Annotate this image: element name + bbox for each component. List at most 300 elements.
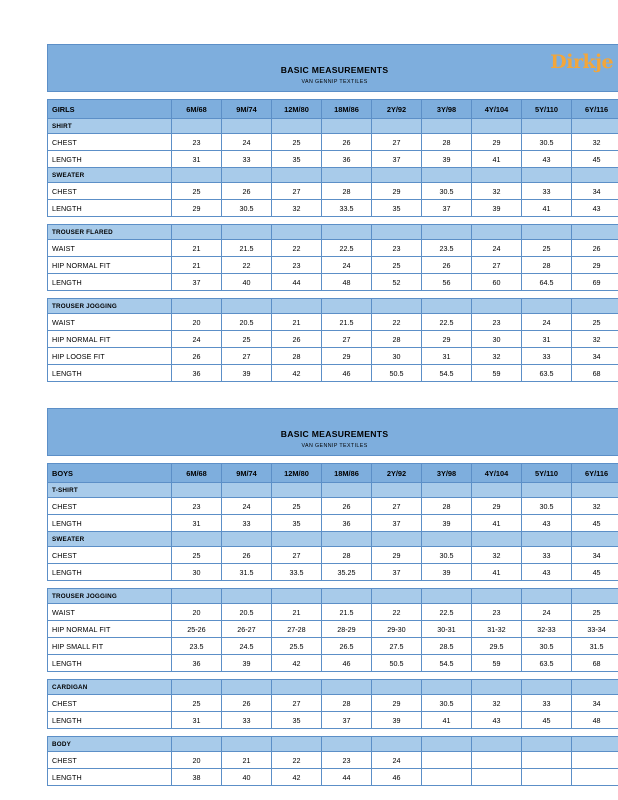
measurement-value: 41 xyxy=(472,151,522,168)
size-column-header: 2Y/92 xyxy=(372,464,422,483)
measurement-value: 26 xyxy=(172,348,222,365)
measurement-value: 33 xyxy=(222,151,272,168)
measurement-label: LENGTH xyxy=(48,769,172,786)
measurement-value: 22 xyxy=(272,240,322,257)
spacer-cell xyxy=(48,291,618,299)
group-header-cell xyxy=(372,225,422,240)
size-column-header: 18M/86 xyxy=(322,464,372,483)
measurement-label: HIP LOOSE FIT xyxy=(48,348,172,365)
group-label: TROUSER FLARED xyxy=(48,225,172,240)
group-header-cell xyxy=(572,225,618,240)
measurement-value: 30.5 xyxy=(522,498,572,515)
measurement-value: 36 xyxy=(322,515,372,532)
measurement-value: 39 xyxy=(422,515,472,532)
table-row xyxy=(48,151,618,168)
measurement-value: 54.5 xyxy=(422,365,472,382)
measurement-value: 26-27 xyxy=(222,621,272,638)
measurement-value: 31-32 xyxy=(472,621,522,638)
measurement-value: 35 xyxy=(272,151,322,168)
measurement-value: 31 xyxy=(172,515,222,532)
measurement-value: 30.5 xyxy=(422,695,472,712)
header-banner xyxy=(48,45,618,92)
group-header-cell xyxy=(222,589,272,604)
group-header-cell xyxy=(572,737,618,752)
group-header-row xyxy=(48,532,618,547)
measurement-label: CHEST xyxy=(48,183,172,200)
measurement-value: 24 xyxy=(322,257,372,274)
measurement-value: 41 xyxy=(472,564,522,581)
table-row xyxy=(48,547,618,564)
measurement-label: LENGTH xyxy=(48,200,172,217)
table-row xyxy=(48,134,618,151)
measurement-value: 23.5 xyxy=(422,240,472,257)
measurement-value: 33.5 xyxy=(322,200,372,217)
category-label: BOYS xyxy=(48,464,172,483)
measurement-value: 37 xyxy=(372,515,422,532)
spacer-cell xyxy=(48,581,618,589)
measurement-value: 26 xyxy=(222,547,272,564)
measurement-value: 25 xyxy=(272,134,322,151)
group-header-cell xyxy=(522,168,572,183)
group-header-cell xyxy=(522,532,572,547)
size-header-row xyxy=(48,100,618,119)
measurement-value: 56 xyxy=(422,274,472,291)
measurement-value: 30 xyxy=(472,331,522,348)
measurement-label: CHEST xyxy=(48,752,172,769)
table-row xyxy=(48,638,618,655)
measurement-value: 64.5 xyxy=(522,274,572,291)
measurement-value: 29 xyxy=(472,498,522,515)
spacer-row xyxy=(48,291,618,299)
table-row xyxy=(48,769,618,786)
measurement-value: 32 xyxy=(572,331,618,348)
measurement-label: CHEST xyxy=(48,134,172,151)
measurement-value: 36 xyxy=(172,365,222,382)
measurement-value: 22.5 xyxy=(322,240,372,257)
measurement-value xyxy=(422,769,472,786)
measurement-value: 50.5 xyxy=(372,655,422,672)
measurement-value: 35 xyxy=(272,712,322,729)
measurement-value: 30 xyxy=(172,564,222,581)
measurement-value: 37 xyxy=(322,712,372,729)
group-header-cell xyxy=(472,680,522,695)
measurement-value: 21 xyxy=(272,604,322,621)
group-header-cell xyxy=(322,483,372,498)
measurement-value: 26 xyxy=(572,240,618,257)
measurement-value: 44 xyxy=(272,274,322,291)
table-row xyxy=(48,604,618,621)
group-header-cell xyxy=(472,737,522,752)
size-column-header: 9M/74 xyxy=(222,464,272,483)
table-row xyxy=(48,621,618,638)
table-row xyxy=(48,498,618,515)
measurement-value: 29 xyxy=(372,183,422,200)
group-header-cell xyxy=(372,119,422,134)
measurement-value: 60 xyxy=(472,274,522,291)
measurement-value: 34 xyxy=(572,547,618,564)
measurement-value: 24 xyxy=(522,604,572,621)
group-header-cell xyxy=(222,299,272,314)
group-header-cell xyxy=(522,119,572,134)
group-header-cell xyxy=(272,299,322,314)
document-title: BASIC MEASUREMENTS xyxy=(280,429,389,439)
measurement-value: 29 xyxy=(172,200,222,217)
group-header-cell xyxy=(272,168,322,183)
measurement-value: 23 xyxy=(372,240,422,257)
measurement-label: HIP NORMAL FIT xyxy=(48,621,172,638)
measurement-value: 46 xyxy=(372,769,422,786)
group-header-cell xyxy=(322,299,372,314)
document-subtitle: VAN GENNIP TEXTILES xyxy=(301,443,368,449)
group-header-cell xyxy=(172,589,222,604)
spacer-cell xyxy=(48,729,618,737)
measurement-label: HIP NORMAL FIT xyxy=(48,331,172,348)
size-column-header: 2Y/92 xyxy=(372,100,422,119)
measurement-value: 33 xyxy=(222,515,272,532)
group-header-row xyxy=(48,483,618,498)
measurement-value: 43 xyxy=(522,515,572,532)
group-header-cell xyxy=(172,119,222,134)
measurement-value: 29.5 xyxy=(472,638,522,655)
table-row xyxy=(48,200,618,217)
measurement-value: 33.5 xyxy=(272,564,322,581)
measurement-value: 37 xyxy=(372,151,422,168)
table-row xyxy=(48,752,618,769)
measurement-value: 27 xyxy=(222,348,272,365)
size-column-header: 12M/80 xyxy=(272,100,322,119)
group-header-cell xyxy=(422,119,472,134)
group-header-cell xyxy=(272,119,322,134)
measurement-value: 20 xyxy=(172,314,222,331)
spacer-cell xyxy=(48,92,618,100)
size-column-header: 9M/74 xyxy=(222,100,272,119)
group-header-cell xyxy=(572,483,618,498)
group-header-cell xyxy=(372,483,422,498)
measurement-value: 29-30 xyxy=(372,621,422,638)
measurement-value: 33-34 xyxy=(572,621,618,638)
measurement-value: 41 xyxy=(522,200,572,217)
spacer-cell xyxy=(48,672,618,680)
measurement-value: 35.25 xyxy=(322,564,372,581)
group-label: SHIRT xyxy=(48,119,172,134)
group-header-row xyxy=(48,680,618,695)
measurement-value: 30-31 xyxy=(422,621,472,638)
measurement-value: 30.5 xyxy=(422,183,472,200)
table-row xyxy=(48,348,618,365)
spacer-cell xyxy=(48,456,618,464)
group-header-cell xyxy=(522,737,572,752)
group-header-cell xyxy=(322,119,372,134)
measurement-value: 48 xyxy=(322,274,372,291)
group-header-cell xyxy=(222,680,272,695)
measurement-value: 48 xyxy=(572,712,618,729)
measurement-value: 21.5 xyxy=(322,314,372,331)
measurement-label: HIP SMALL FIT xyxy=(48,638,172,655)
measurement-value: 43 xyxy=(522,151,572,168)
measurement-value: 59 xyxy=(472,655,522,672)
measurement-label: LENGTH xyxy=(48,151,172,168)
group-header-row xyxy=(48,225,618,240)
measurement-value: 32-33 xyxy=(522,621,572,638)
measurement-value: 26 xyxy=(272,331,322,348)
measurement-value: 68 xyxy=(572,365,618,382)
group-header-cell xyxy=(422,589,472,604)
measurement-value: 20 xyxy=(172,752,222,769)
measurement-value: 31.5 xyxy=(222,564,272,581)
group-header-cell xyxy=(472,168,522,183)
size-column-header: 3Y/98 xyxy=(422,100,472,119)
group-header-cell xyxy=(222,119,272,134)
group-label: BODY xyxy=(48,737,172,752)
group-header-cell xyxy=(472,532,522,547)
measurement-value: 22.5 xyxy=(422,604,472,621)
measurement-value: 20 xyxy=(172,604,222,621)
measurement-label: WAIST xyxy=(48,604,172,621)
measurement-label: CHEST xyxy=(48,695,172,712)
spacer-row xyxy=(48,456,618,464)
measurement-value: 46 xyxy=(322,365,372,382)
group-header-cell xyxy=(172,532,222,547)
measurement-value xyxy=(472,769,522,786)
size-column-header: 5Y/110 xyxy=(522,464,572,483)
spacer-row xyxy=(48,581,618,589)
measurement-value: 22 xyxy=(272,752,322,769)
measurement-value: 25 xyxy=(172,547,222,564)
table-row xyxy=(48,257,618,274)
measurement-label: LENGTH xyxy=(48,564,172,581)
group-header-cell xyxy=(522,589,572,604)
measurement-value: 21 xyxy=(222,752,272,769)
measurement-value: 32 xyxy=(472,183,522,200)
table-header-row xyxy=(48,409,618,456)
group-header-cell xyxy=(522,299,572,314)
measurement-value xyxy=(422,752,472,769)
measurement-value: 25-26 xyxy=(172,621,222,638)
group-label: TROUSER JOGGING xyxy=(48,299,172,314)
measurement-value: 36 xyxy=(322,151,372,168)
measurement-value: 25 xyxy=(172,183,222,200)
group-header-cell xyxy=(172,299,222,314)
measurement-value: 32 xyxy=(472,547,522,564)
measurement-value: 39 xyxy=(472,200,522,217)
measurement-value: 29 xyxy=(422,331,472,348)
measurement-value: 33 xyxy=(522,695,572,712)
measurement-value: 28 xyxy=(422,498,472,515)
spacer-row xyxy=(48,92,618,100)
measurement-value: 22 xyxy=(222,257,272,274)
table-row xyxy=(48,655,618,672)
header-banner xyxy=(48,409,618,456)
measurement-value: 22 xyxy=(372,604,422,621)
measurement-value: 68 xyxy=(572,655,618,672)
measurement-value: 40 xyxy=(222,769,272,786)
size-column-header: 4Y/104 xyxy=(472,464,522,483)
measurement-value xyxy=(472,752,522,769)
group-header-cell xyxy=(572,589,618,604)
measurement-label: HIP NORMAL FIT xyxy=(48,257,172,274)
measurement-value: 42 xyxy=(272,655,322,672)
measurement-value: 41 xyxy=(472,515,522,532)
group-header-row xyxy=(48,299,618,314)
measurement-value: 24.5 xyxy=(222,638,272,655)
measurement-value: 25 xyxy=(372,257,422,274)
measurement-value: 44 xyxy=(322,769,372,786)
measurement-value: 39 xyxy=(422,564,472,581)
document-subtitle: VAN GENNIP TEXTILES xyxy=(301,79,368,85)
measurement-value: 28.5 xyxy=(422,638,472,655)
measurement-value: 26 xyxy=(222,695,272,712)
group-label: SWEATER xyxy=(48,532,172,547)
measurement-value: 29 xyxy=(472,134,522,151)
measurement-value: 33 xyxy=(522,183,572,200)
measurement-value: 28 xyxy=(322,547,372,564)
measurement-value: 46 xyxy=(322,655,372,672)
measurement-value: 27 xyxy=(372,498,422,515)
table-row xyxy=(48,515,618,532)
measurement-value: 26 xyxy=(322,134,372,151)
measurement-value: 35 xyxy=(272,515,322,532)
spacer-row xyxy=(48,729,618,737)
measurement-value: 29 xyxy=(322,348,372,365)
group-header-cell xyxy=(272,225,322,240)
measurement-value: 35 xyxy=(372,200,422,217)
measurement-value: 39 xyxy=(222,365,272,382)
group-header-cell xyxy=(572,168,618,183)
measurement-value: 21.5 xyxy=(222,240,272,257)
measurement-value: 24 xyxy=(522,314,572,331)
measurement-label: LENGTH xyxy=(48,274,172,291)
table-row xyxy=(48,331,618,348)
measurement-label: LENGTH xyxy=(48,712,172,729)
measurement-value: 32 xyxy=(572,134,618,151)
measurement-value: 23 xyxy=(172,498,222,515)
group-header-cell xyxy=(272,589,322,604)
measurement-label: CHEST xyxy=(48,498,172,515)
measurement-value: 32 xyxy=(272,200,322,217)
measurement-value: 23 xyxy=(322,752,372,769)
measurement-value: 63.5 xyxy=(522,365,572,382)
group-header-cell xyxy=(472,483,522,498)
group-header-cell xyxy=(472,299,522,314)
measurement-value: 69 xyxy=(572,274,618,291)
measurement-value: 29 xyxy=(572,257,618,274)
measurement-value: 30.5 xyxy=(522,134,572,151)
measurement-value: 27 xyxy=(272,183,322,200)
group-header-cell xyxy=(322,680,372,695)
category-label: GIRLS xyxy=(48,100,172,119)
spacer-cell xyxy=(48,217,618,225)
group-header-cell xyxy=(422,225,472,240)
measurement-value: 28 xyxy=(422,134,472,151)
group-header-cell xyxy=(222,737,272,752)
brand-logo: Dirkje xyxy=(550,51,614,73)
size-column-header: 12M/80 xyxy=(272,464,322,483)
measurement-value: 43 xyxy=(572,200,618,217)
measurement-value: 30.5 xyxy=(222,200,272,217)
measurement-value: 25 xyxy=(272,498,322,515)
table-row xyxy=(48,365,618,382)
measurement-label: WAIST xyxy=(48,240,172,257)
measurement-value: 23 xyxy=(272,257,322,274)
measurement-value xyxy=(572,752,618,769)
measurement-value: 36 xyxy=(172,655,222,672)
group-header-cell xyxy=(322,532,372,547)
measurement-value: 33 xyxy=(522,547,572,564)
group-header-cell xyxy=(472,589,522,604)
measurement-label: LENGTH xyxy=(48,655,172,672)
measurement-value: 45 xyxy=(572,151,618,168)
measurement-value: 30.5 xyxy=(522,638,572,655)
size-column-header: 6Y/116 xyxy=(572,100,618,119)
measurement-value: 25.5 xyxy=(272,638,322,655)
table-row xyxy=(48,314,618,331)
group-header-cell xyxy=(522,225,572,240)
measurement-value: 42 xyxy=(272,769,322,786)
group-header-cell xyxy=(172,225,222,240)
group-header-cell xyxy=(172,168,222,183)
measurement-value: 26 xyxy=(422,257,472,274)
spacer-row xyxy=(48,672,618,680)
measurement-value: 37 xyxy=(372,564,422,581)
measurement-value xyxy=(522,769,572,786)
group-header-cell xyxy=(322,589,372,604)
measurement-value: 33 xyxy=(222,712,272,729)
group-label: TROUSER JOGGING xyxy=(48,589,172,604)
group-header-cell xyxy=(372,589,422,604)
measurement-value: 20.5 xyxy=(222,314,272,331)
measurement-value: 26 xyxy=(322,498,372,515)
measurement-value: 28 xyxy=(322,695,372,712)
group-header-row xyxy=(48,589,618,604)
measurement-value: 20.5 xyxy=(222,604,272,621)
group-header-cell xyxy=(422,299,472,314)
measurement-value: 25 xyxy=(172,695,222,712)
measurement-value xyxy=(572,769,618,786)
size-column-header: 6M/68 xyxy=(172,464,222,483)
measurement-table-boys xyxy=(47,408,618,786)
size-column-header: 3Y/98 xyxy=(422,464,472,483)
measurement-value: 27 xyxy=(272,695,322,712)
table-header-row xyxy=(48,45,618,92)
group-header-cell xyxy=(422,532,472,547)
measurement-value: 34 xyxy=(572,183,618,200)
group-header-cell xyxy=(372,680,422,695)
measurement-value: 24 xyxy=(372,752,422,769)
measurement-value: 21 xyxy=(272,314,322,331)
measurement-value: 45 xyxy=(572,515,618,532)
measurement-value: 39 xyxy=(222,655,272,672)
measurement-label: LENGTH xyxy=(48,515,172,532)
group-header-cell xyxy=(322,225,372,240)
measurement-value: 27-28 xyxy=(272,621,322,638)
table-row xyxy=(48,695,618,712)
group-header-cell xyxy=(572,680,618,695)
measurement-value: 59 xyxy=(472,365,522,382)
table-row xyxy=(48,274,618,291)
measurement-value: 33 xyxy=(522,348,572,365)
group-header-cell xyxy=(472,225,522,240)
group-header-cell xyxy=(572,532,618,547)
group-header-cell xyxy=(222,532,272,547)
measurement-value: 28 xyxy=(372,331,422,348)
measurement-value: 23 xyxy=(472,604,522,621)
group-header-cell xyxy=(272,532,322,547)
measurement-value: 30 xyxy=(372,348,422,365)
group-header-cell xyxy=(372,737,422,752)
measurement-value: 27.5 xyxy=(372,638,422,655)
measurement-value: 28 xyxy=(272,348,322,365)
group-header-cell xyxy=(172,737,222,752)
